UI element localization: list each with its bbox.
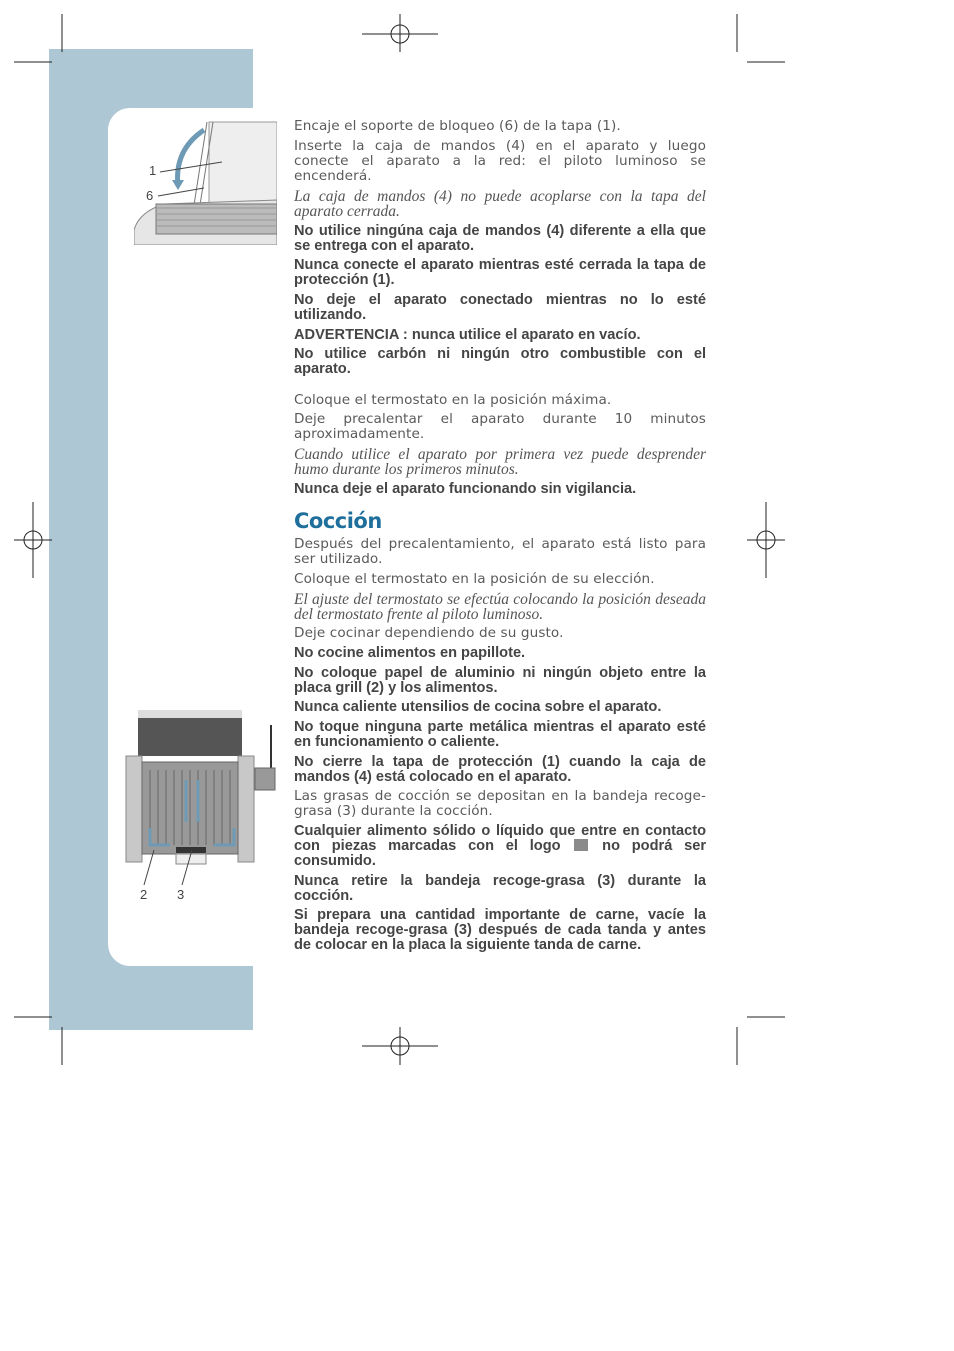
warning-text: No coloque papel de aluminio ni ningún objeto entre la placa grill (2) y los alimentos. <box>294 665 706 696</box>
instruction-text: Después del precalentamiento, el aparato está listo para ser utilizado. <box>294 536 706 567</box>
warning-text: Si prepara una cantidad importante de carne, vacíe la bandeja recoge-grasa (3) después de cada tanda y antes de colocar en la placa la siguiente tanda de carne. <box>294 907 706 953</box>
warning-text: No toque ninguna parte metálica mientras el aparato esté en funcionamiento o caliente. <box>294 719 706 750</box>
figure1-label-1: 1 <box>149 163 157 178</box>
instruction-text: Deje precalentar el aparato durante 10 minutos aproximadamente. <box>294 411 706 442</box>
registration-mark-right <box>747 502 785 578</box>
warning-text: No cierre la tapa de protección (1) cuando la caja de mandos (4) está colocado en el aparato. <box>294 754 706 785</box>
instruction-text: Inserte la caja de mandos (4) en el aparato y luego conecte el aparato a la red: el piloto luminoso se encenderá. <box>294 138 706 184</box>
registration-mark-bottom <box>362 1027 438 1065</box>
note-text: La caja de mandos (4) no puede acoplarse con la tapa del aparato cerrada. <box>294 188 706 220</box>
figure2-label-2: 2 <box>140 887 148 902</box>
note-text: Cuando utilice el aparato por primera vez puede desprender humo durante los primeros minutos. <box>294 446 706 478</box>
warning-text: Nunca retire la bandeja recoge-grasa (3) durante la cocción. <box>294 873 706 904</box>
section-heading-coccion: Cocción <box>294 509 382 533</box>
instruction-text: Encaje el soporte de bloqueo (6) de la tapa (1). <box>294 118 621 134</box>
warning-text: Nunca caliente utensilios de cocina sobre el aparato. <box>294 699 662 715</box>
warning-text: No utilice carbón ni ningún otro combustible con el aparato. <box>294 346 706 377</box>
warning-text: No deje el aparato conectado mientras no lo esté utilizando. <box>294 292 706 323</box>
registration-mark-left <box>14 502 52 578</box>
figure2-label-3: 3 <box>177 887 185 902</box>
instruction-text: Coloque el termostato en la posición de su elección. <box>294 571 655 587</box>
instruction-text: Las grasas de cocción se depositan en la bandeja recoge-grasa (3) durante la cocción. <box>294 788 706 819</box>
warning-text-part: Cualquier alimento sólido o líquido que entre en contacto con piezas marcadas con el logo <box>294 823 706 854</box>
warning-text: Nunca conecte el aparato mientras esté cerrada la tapa de protección (1). <box>294 257 706 288</box>
warning-text: ADVERTENCIA : nunca utilice el aparato en vacío. <box>294 327 641 343</box>
lid-lock-illustration <box>134 120 277 245</box>
warning-text-logo <box>294 824 706 869</box>
warning-text: No utilice ningúna caja de mandos (4) diferente a ella que se entrega con el aparato. <box>294 223 706 254</box>
note-text: El ajuste del termostato se efectúa colocando la posición deseada del termostato frente al piloto luminoso. <box>294 591 706 623</box>
not-food-safe-logo-icon <box>574 839 588 851</box>
warning-text: Nunca deje el aparato funcionando sin vigilancia. <box>294 481 637 497</box>
instruction-text: Deje cocinar dependiendo de su gusto. <box>294 625 564 641</box>
warning-text-part: no podrá ser consumido. <box>294 838 707 869</box>
figure1-label-6: 6 <box>146 188 154 203</box>
warning-text: No cocine alimentos en papillote. <box>294 645 526 661</box>
grease-tray-illustration <box>124 710 276 885</box>
registration-mark-top <box>362 14 438 52</box>
instruction-text: Coloque el termostato en la posición máxima. <box>294 392 612 408</box>
